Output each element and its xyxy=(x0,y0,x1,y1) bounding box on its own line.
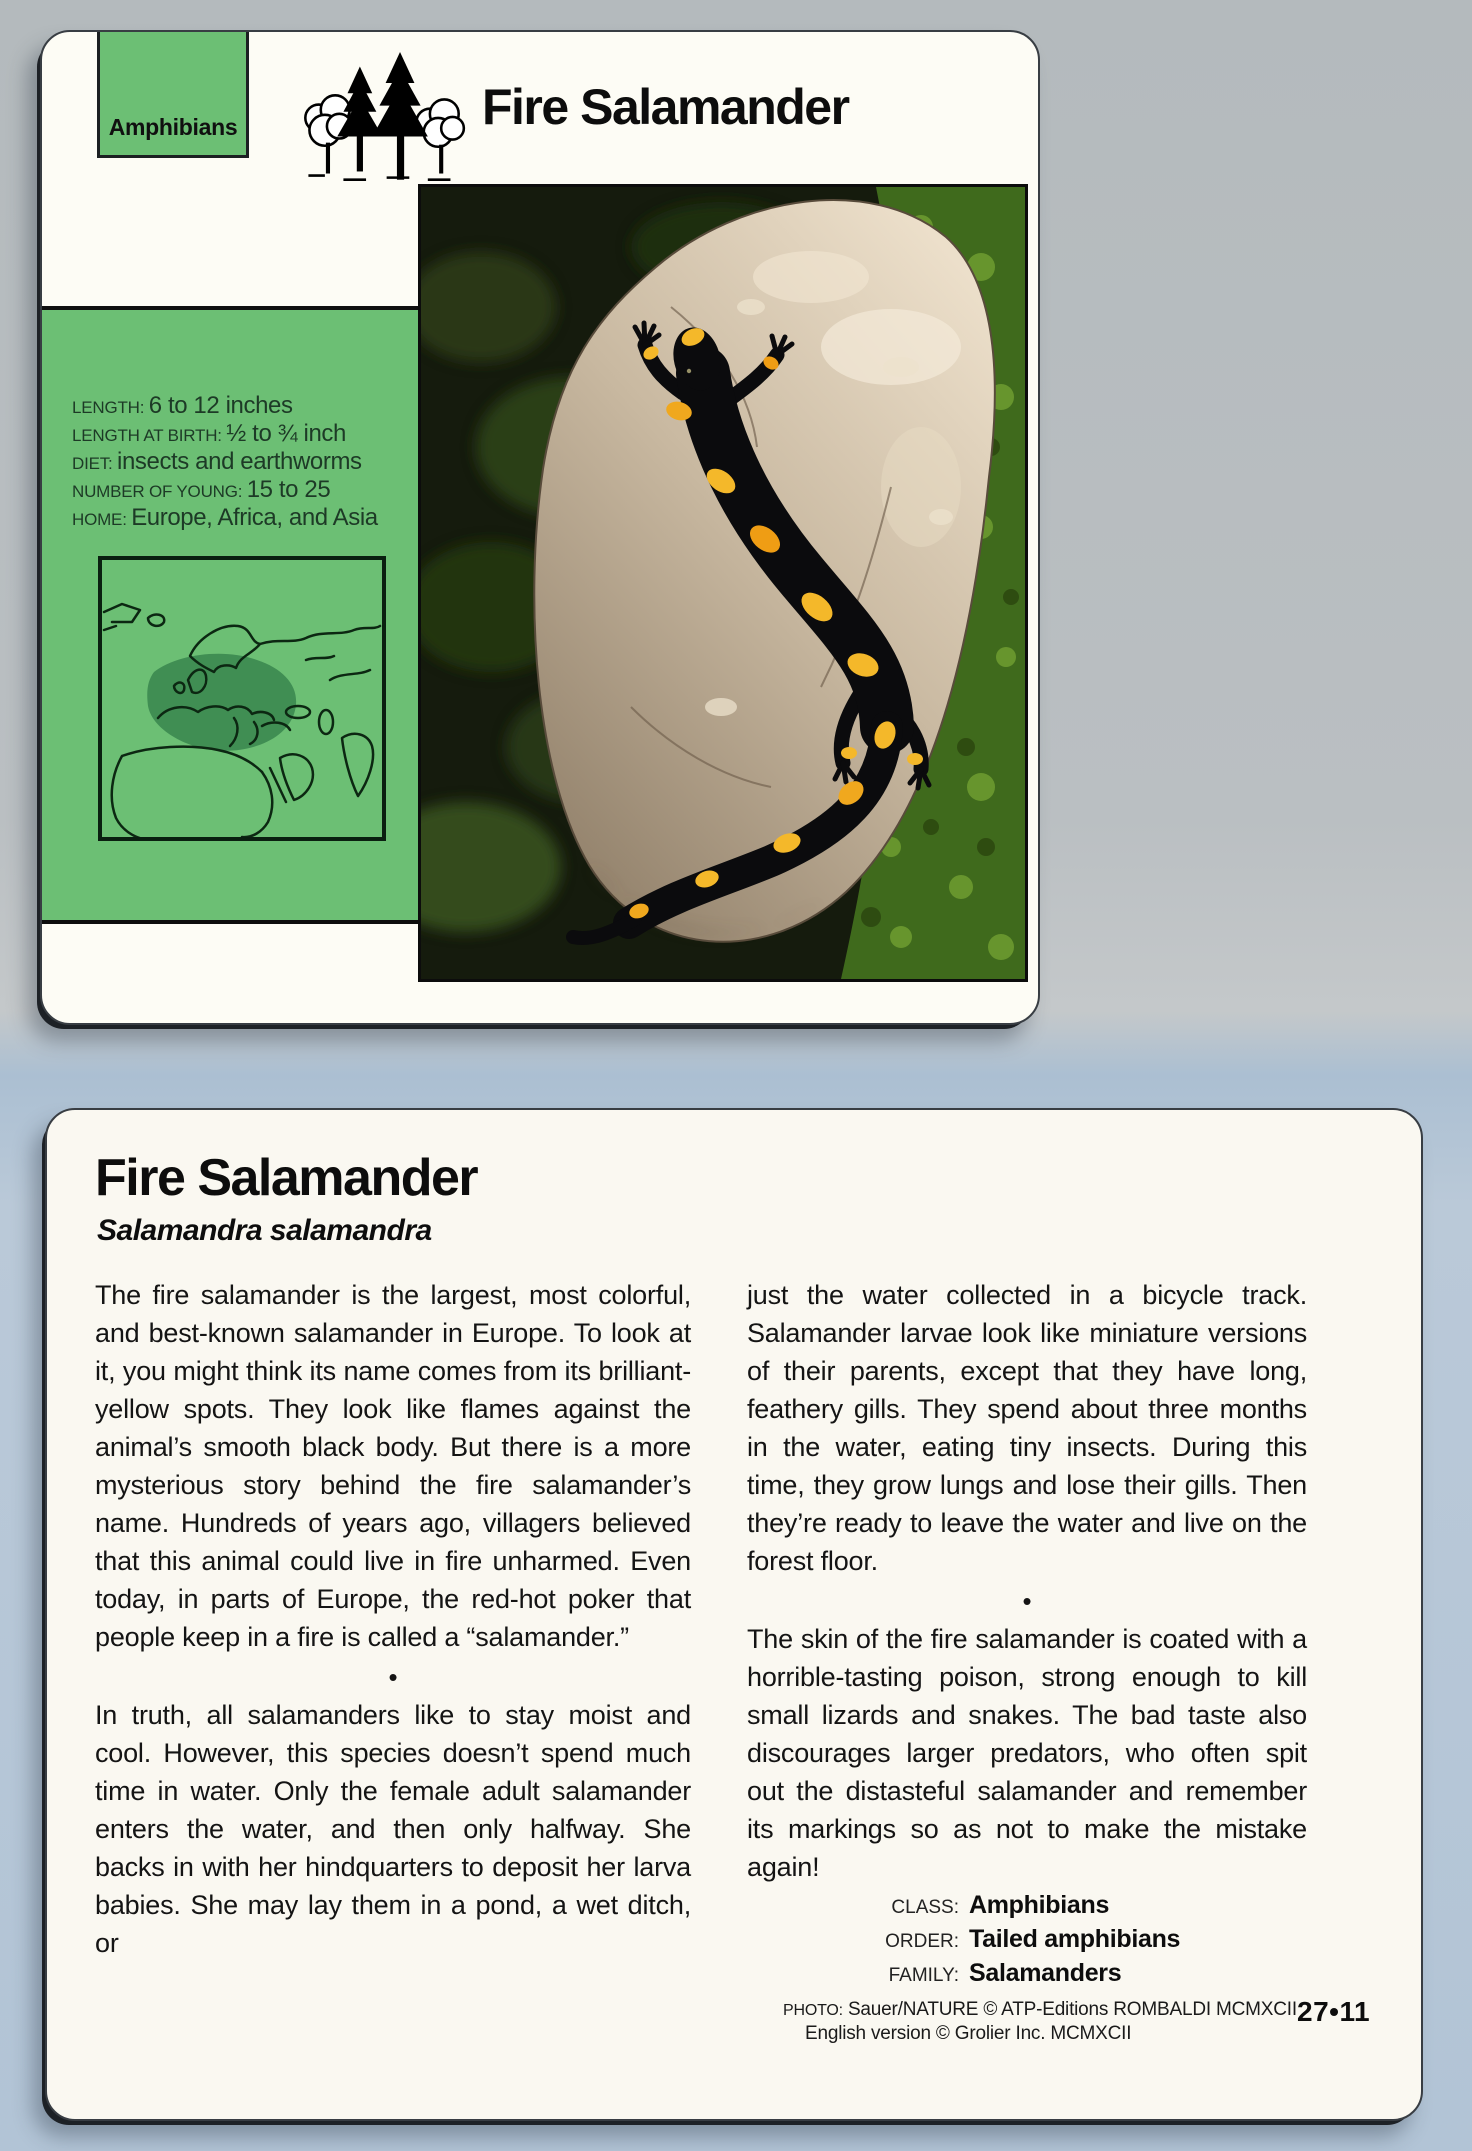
taxonomy-row-family xyxy=(747,1958,1307,1992)
taxonomy-label: FAMILY: xyxy=(888,1965,959,1986)
top-card xyxy=(40,30,1040,1025)
category-label: Amphibians xyxy=(108,114,238,140)
bottom-card xyxy=(45,1108,1423,2121)
taxonomy-block xyxy=(747,1890,1307,1992)
stat-label: HOME: xyxy=(72,510,127,529)
stat-value: 6 to 12 inches xyxy=(148,392,293,419)
fire-salamander-photo xyxy=(418,184,1028,982)
photo-illustration xyxy=(421,187,1025,979)
credit-line xyxy=(783,1998,1307,2022)
taxonomy-label: CLASS: xyxy=(891,1897,959,1918)
taxonomy-label: ORDER: xyxy=(885,1931,959,1952)
section-bullet: • xyxy=(388,1662,398,1692)
card-number: 27•11 xyxy=(1297,1996,1371,2027)
forest-trees-icon xyxy=(294,50,469,185)
stat-label: LENGTH: xyxy=(72,398,145,417)
taxonomy-value: Salamanders xyxy=(969,1959,1122,1987)
stat-row-number-of-young xyxy=(72,476,408,504)
stat-row-diet xyxy=(72,448,408,476)
stat-label: LENGTH AT BIRTH: xyxy=(72,426,222,445)
stat-value: Europe, Africa, and Asia xyxy=(131,504,378,531)
stat-value: ½ to ¾ inch xyxy=(226,420,346,447)
stats-list xyxy=(72,392,408,532)
stat-row-home xyxy=(72,504,408,532)
range-region xyxy=(147,654,296,751)
section-bullet: • xyxy=(1022,1586,1032,1616)
taxonomy-row-order xyxy=(747,1924,1307,1958)
stat-row-length-at-birth xyxy=(72,420,408,448)
credit-text: Sauer/NATURE © ATP-Editions ROMBALDI MCMXCII xyxy=(847,1999,1297,2020)
scientific-name: Salamandra salamandra xyxy=(97,1214,432,1247)
range-map-drawing xyxy=(102,560,382,837)
stat-label: NUMBER OF YOUNG: xyxy=(72,482,243,501)
taxonomy-value: Tailed amphibians xyxy=(969,1925,1181,1953)
credit-label: PHOTO: xyxy=(783,2002,843,2019)
paragraph: The fire salamander is the largest, most colorful, and best-known salamander in Europe. To look at it, you might think its name comes from its brilliant-yellow spots. They look like flames against the animal’s smooth black body. But there is a more mysterious story behind the fire salamander’s name. Hundreds of years ago, villagers believed that this animal could live in fire unharmed. Even today, in parts of Europe, the red-hot poker that people keep in a fire is called a “salamander.” xyxy=(95,1280,691,1652)
paragraph: In truth, all salamanders like to stay moist and cool. However, this species doesn’t spend much time in water. Only the female adult salamander enters the water, and then only halfway. She backs in with her hindquarters to deposit her larva babies. She may lay them in a pond, a wet ditch, or xyxy=(95,1700,691,1958)
stats-panel xyxy=(42,310,422,924)
stat-row-length xyxy=(72,392,408,420)
body-column-right xyxy=(747,1276,1307,2045)
stat-value: 15 to 25 xyxy=(246,476,331,503)
photo-credit xyxy=(783,1998,1307,2045)
taxonomy-value: Amphibians xyxy=(969,1891,1110,1919)
taxonomy-row-class xyxy=(747,1890,1307,1924)
paragraph: just the water collected in a bicycle track. Salamander larvae look like miniature versions of their parents, except that they have long, feathery gills. They spend about three months in the water, eating tiny insects. During this time, they grow lungs and lose their gills. Then they’re ready to leave the water and live on the forest floor. xyxy=(747,1280,1307,1576)
salamander-eye xyxy=(687,369,691,373)
category-box xyxy=(97,30,249,158)
card-title: Fire Salamander xyxy=(482,79,849,135)
body-column-left xyxy=(95,1276,691,1962)
article-title: Fire Salamander xyxy=(95,1149,478,1207)
stat-value: insects and earthworms xyxy=(117,448,362,475)
stat-label: DIET: xyxy=(72,454,113,473)
credit-line: English version © Grolier Inc. MCMXCII xyxy=(805,2023,1132,2044)
range-map xyxy=(98,556,386,841)
paragraph: The skin of the fire salamander is coated with a horrible-tasting poison, strong enough to kill small lizards and snakes. The bad taste also discourages larger predators, who often spit out the distasteful salamander and remember its markings so as not to make the mistake again! xyxy=(747,1624,1307,1882)
